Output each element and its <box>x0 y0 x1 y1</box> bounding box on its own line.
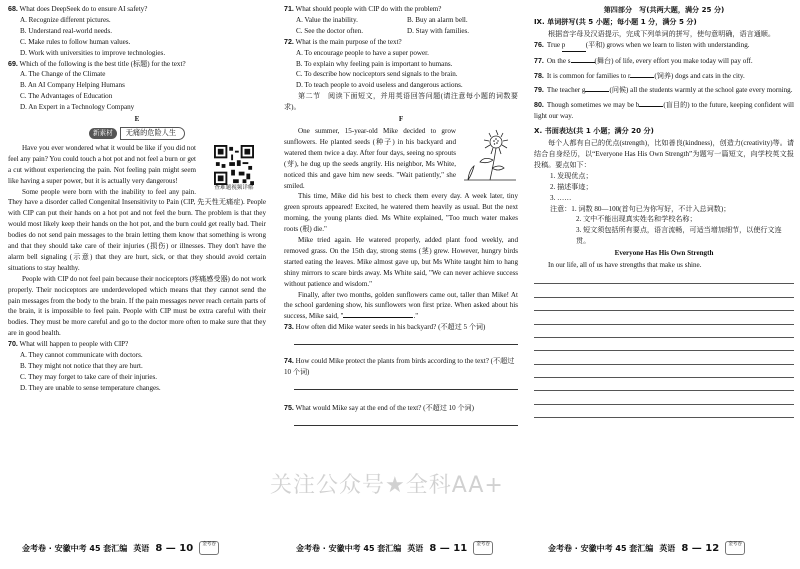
note-3: 3. 短文须包括所有要点，语言流畅，可适当增加细节，以使行文连贯。 <box>576 226 782 246</box>
spelling-item-79: 79. The teacher g (问候) all the students warmly at the school gate every morning. <box>534 86 793 95</box>
passage-f-paragraph-2: This time, Mike did his best to check them every day. A week later, tiny green sprouts appeared! Excited, he watered them heavily as usual. But the next morning, the young plants died. Ms White explained, "Too much water makes roots (根) die." <box>284 192 518 234</box>
point-2: 2. 描述事迹； <box>550 182 593 191</box>
writing-line[interactable] <box>534 284 794 297</box>
passage-e-paragraph-3: People with CIP do not feel pain because their nociceptors (疼痛感受器) do not work properly. Their nociceptors are underdeveloped which means that they cannot send the pain messages from the body to the brain. If the pain messages never reach certain parts of the brain, it is impossible to feel pain. People with CIP must be extra careful with their bodies. They must be more careful and go to the doctor more often to make sure that they are in good health. <box>8 274 266 338</box>
qr-code-icon[interactable] <box>214 145 254 185</box>
writing-lines[interactable] <box>534 271 794 418</box>
spelling-item-77: 77. On the s (舞台) of life, every effort you make today will pay off. <box>534 56 753 65</box>
passage-f-paragraph-3: Mike tried again. He watered properly, added plant food weekly, and removed grass. On the 15th day, strong stems (茎) grew. However, hungry birds started eating the leaves. Mike almost gave up, but Ms White taught him to hang shiny mirrors to scare birds away. Ms White said, "We can never achieve success without patience and wisdom." <box>284 236 518 288</box>
note-1: 注意：1. 词数 80—100(首句已为你写好，不计入总词数)； <box>550 204 731 213</box>
footer-page-11: 金考卷 · 安徽中考 45 套汇编 英语 8 — 11 金考卷 <box>296 541 493 555</box>
passage-e-paragraph-2: Some people were born with the inability to feel any pain. They have a disorder called Congenital Insensitivity to Pain (CIP, 先天性无痛症). People with CIP can put their hands on a hot pot and not feel the burn. The problem is that they would most likely keep their hands on the hot pot, and the burn could get really bad. Their bodies do not send pain messages to the brain letting them know that something is wrong and that they should take care of their injuries (损伤) or illnesses. They don't have the alarm bell signaling (示意) that they are hurt, sick, or that they should avoid certain situations to stay healthy. <box>8 187 266 272</box>
badge-title: 无痛的危险人生 <box>120 127 185 140</box>
footer-page-12: 金考卷 · 安徽中考 45 套汇编 英语 8 — 12 金考卷 <box>548 541 745 555</box>
question-70: 70. What will happen to people with CIP? <box>8 340 129 349</box>
option-68d: D. Work with universities to improve technologies. <box>20 48 166 57</box>
passage-f-paragraph-4: Finally, after two months, golden sunflowers came out, taller than Mike! At the school gardening show, his sunflowers won first prize. When asked about his success, Mike said, " ." <box>284 290 518 321</box>
page-number: 8 — 11 <box>429 542 468 554</box>
answer-line-74[interactable] <box>294 379 518 390</box>
point-3: 3. …… <box>550 193 572 202</box>
option-68b: B. Understand real-world needs. <box>20 26 112 35</box>
column-middle <box>284 4 518 427</box>
spelling-item-76: 76. True p (平和) grows when we learn to listen with understanding. <box>534 40 794 52</box>
brand-logo-icon: 金考卷 <box>473 541 493 555</box>
option-70a: A. They cannot communicate with doctors. <box>20 351 143 360</box>
spelling-blank-78[interactable] <box>630 77 654 78</box>
option-69d: D. An Expert in a Technology Company <box>20 103 135 112</box>
watermark: 关注公众号★全科AA+ <box>270 473 504 498</box>
page-number: 8 — 10 <box>155 542 194 554</box>
column-left <box>8 4 266 394</box>
question-74: 74. How could Mike protect the plants from birds according to the text? (不超过 10 个词) <box>284 357 515 377</box>
option-72b: B. To explain why feeling pain is important to humans. <box>296 59 453 68</box>
sunflower-illustration <box>460 126 518 182</box>
page-number: 8 — 12 <box>681 542 720 554</box>
footer-page-10: 金考卷 · 安徽中考 45 套汇编 英语 8 — 10 金考卷 <box>22 541 219 555</box>
option-71d: D. Stay with families. <box>407 26 470 35</box>
option-71c: C. See the doctor often. <box>296 26 363 35</box>
answer-line-75[interactable] <box>294 415 518 426</box>
writing-line[interactable] <box>534 351 794 364</box>
essay-first-sentence: In our life, all of us have strengths that make us shine. <box>548 261 702 270</box>
option-72d: D. To teach people to avoid useless and dangerous actions. <box>296 81 463 90</box>
writing-line[interactable] <box>534 311 794 324</box>
writing-line[interactable] <box>534 271 794 284</box>
writing-line[interactable] <box>534 298 794 311</box>
part-four-title: 第四部分 写(共两大题，满分 25 分) <box>603 5 725 14</box>
note-2: 2. 文中不能出现真实姓名和学校名称； <box>576 215 697 224</box>
passage-f-paragraph-1: One summer, 15-year-old Mike decided to grow sunflowers. He planted seeds (种子) in his backyard and watered them twice a day. After four days, seeing no sprouts (芽), he dug up the seeds angrily. His neighbor, Ms White, noticed this and gave him new seeds. "Wait patiently," she smiled. <box>284 126 456 190</box>
answer-line-73[interactable] <box>294 334 518 345</box>
section-e-heading: E <box>134 115 140 124</box>
option-70d: D. They are unable to sense temperature changes. <box>20 383 161 392</box>
writing-line[interactable] <box>534 325 794 338</box>
question-72: 72. What is the main purpose of the text? <box>284 37 402 46</box>
spelling-blank-76[interactable]: p <box>562 40 586 52</box>
options-71 <box>296 15 518 37</box>
option-69a: A. The Change of the Climate <box>20 70 106 79</box>
option-71a: A. Value the inability. <box>296 15 358 24</box>
option-72a: A. To encourage people to have a super power. <box>296 48 429 57</box>
point-1: 1. 发现优点； <box>550 171 593 180</box>
option-72c: C. To describe how nociceptors send signals to the brain. <box>296 70 458 79</box>
option-69c: C. The Advantages of Education <box>20 92 113 101</box>
spelling-blank-80[interactable] <box>639 106 663 107</box>
column-right <box>534 4 794 418</box>
brand-logo-icon: 金考卷 <box>725 541 745 555</box>
qr-code-block[interactable] <box>202 145 266 192</box>
question-75: 75. What would Mike say at the end of the text? (不超过 10 个词) <box>284 404 475 412</box>
section-10-title: Ⅹ. 书面表达(共 1 小题；满分 20 分) <box>534 126 654 136</box>
writing-line[interactable] <box>534 405 794 418</box>
option-68c: C. Make rules to follow human values. <box>20 37 131 46</box>
option-70c: C. They may forget to take care of their injuries. <box>20 372 158 381</box>
writing-line[interactable] <box>534 338 794 351</box>
option-71b: B. Buy an alarm bell. <box>407 15 468 24</box>
question-71: 71. What should people with CIP do with the problem? <box>284 5 442 13</box>
passage-e-paragraph-1: Have you ever wondered what it would be like if you did not feel any pain? You could touch a hot pot and not feel a burn or get a cut without experiencing the pain. Not feeling pain might seem like having a super power, but it is actually very dangerous! <box>8 143 196 185</box>
passage-badge <box>8 127 266 140</box>
brand-logo-icon: 金考卷 <box>199 541 219 555</box>
badge-tag: 新素材 <box>89 128 117 139</box>
section-2-instructions: 第二节 阅读下面短文，并用英语回答问题(请注意每小题的词数要求)。 <box>284 92 518 112</box>
qr-caption: 查难题视频详解 <box>214 184 254 191</box>
option-70b: B. They might not notice that they are hurt. <box>20 362 143 370</box>
passage-answer-blank[interactable] <box>343 317 413 318</box>
question-73: 73. How often did Mike water seeds in his backyard? (不超过 5 个词) <box>284 323 486 332</box>
writing-line[interactable] <box>534 365 794 378</box>
question-69: 69. Which of the following is the best title (标题) for the text? <box>8 59 186 68</box>
spelling-blank-79[interactable] <box>585 91 609 92</box>
question-68: 68. What does DeepSeek do to ensure AI safety? <box>8 5 148 13</box>
writing-line[interactable] <box>534 378 794 391</box>
spelling-blank-77[interactable] <box>571 62 595 63</box>
section-9-title: Ⅸ. 单词拼写(共 5 小题；每小题 1 分，满分 5 分) <box>534 16 697 26</box>
writing-line[interactable] <box>534 391 794 404</box>
option-68a: A. Recognize different pictures. <box>20 15 111 24</box>
section-9-instructions: 根据音字母及汉语提示，完成下列单词的拼写，使句意明确，语言通顺。 <box>548 29 775 38</box>
spelling-item-78: 78. It is common for families to r (饲养) dogs and cats in the city. <box>534 71 745 80</box>
option-69b: B. An AI Company Helping Humans <box>20 81 125 90</box>
section-10-instructions: 每个人都有自己的优点(strength)，比如善良(kindness)，创造力(creativity)等。请结合自身经历，以“Everyone Has His Own Strength”为题写一篇短文，向学校英文报投稿。要点如下： <box>534 139 794 169</box>
spelling-item-80: 80. Though sometimes we may be b (盲目的) to the future, keeping confident will light our way. <box>534 101 794 121</box>
essay-title: Everyone Has His Own Strength <box>614 249 714 258</box>
section-f-heading: F <box>398 115 404 124</box>
